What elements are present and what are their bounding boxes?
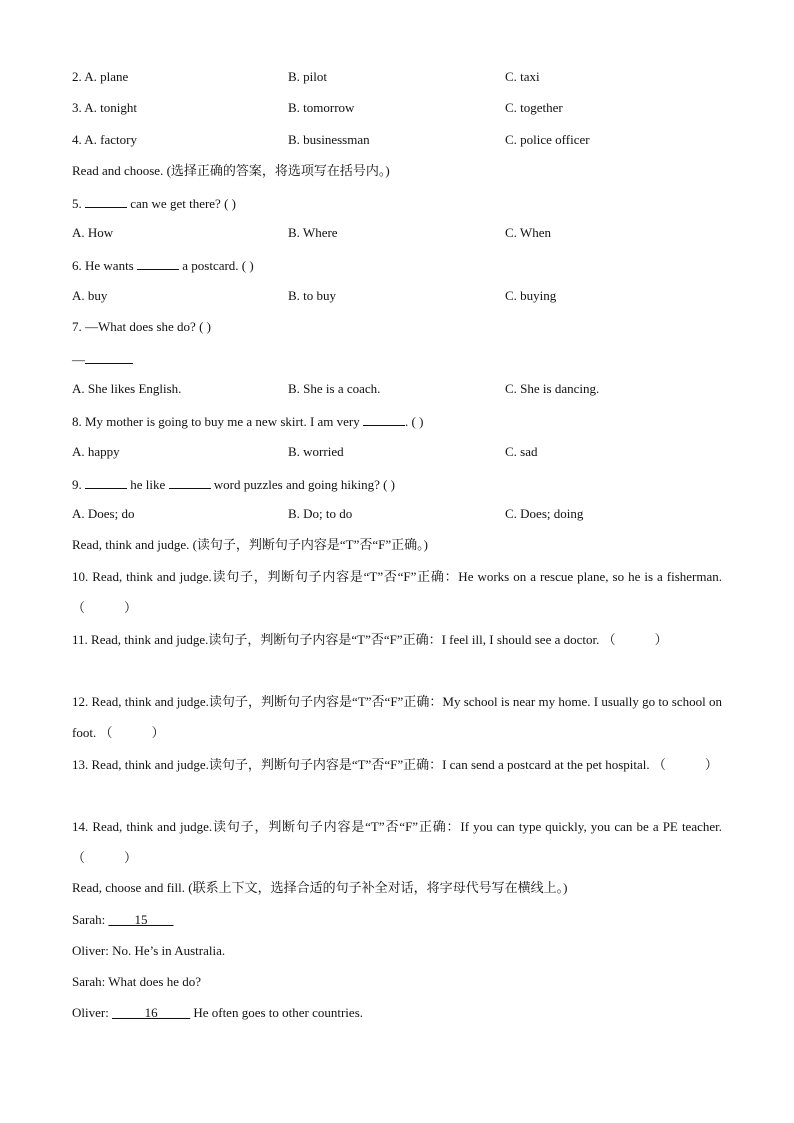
question-7-answer-line: — <box>72 349 722 369</box>
question-6-stem: 6. He wants a postcard. ( ) <box>72 255 722 275</box>
speaker: Sarah: <box>72 912 106 927</box>
option-a: 4. A. factory <box>72 132 137 147</box>
option-c: C. buying <box>505 288 557 303</box>
option-c: C. together <box>505 100 563 115</box>
question-9-stem: 9. he like word puzzles and going hiking? ( ) <box>72 474 722 494</box>
option-a: 2. A. plane <box>72 69 129 84</box>
option-c: C. police officer <box>505 132 590 147</box>
option-c: C. Does; doing <box>505 506 584 521</box>
dialog-line <box>72 1004 722 1022</box>
dialog-text: What does he do? <box>108 974 202 989</box>
option-b: B. Do; to do <box>288 506 353 521</box>
question-8-stem: 8. My mother is going to buy me a new skirt. I am very . ( ) <box>72 411 722 431</box>
option-a: A. Does; do <box>72 506 135 521</box>
option-a: A. How <box>72 225 114 240</box>
option-a: A. happy <box>72 444 120 459</box>
dialog-text: No. He’s in Australia. <box>112 943 226 958</box>
option-b: B. Where <box>288 225 338 240</box>
option-c: C. When <box>505 225 551 240</box>
option-c: C. She is dancing. <box>505 381 600 396</box>
dialog-line <box>72 973 722 991</box>
question-10: 10. Read, think and judge.读句子，判断句子内容是“T”否“F”正确：He works on a rescue plane, so he is a fisherman. （ ） <box>72 569 722 615</box>
dialog-blank: ____15____ <box>108 912 174 927</box>
dialog-line <box>72 942 722 960</box>
option-b: B. businessman <box>288 132 370 147</box>
answer-blank <box>85 349 133 364</box>
speaker: Oliver: <box>72 1005 109 1020</box>
speaker: Oliver: <box>72 943 109 958</box>
dialog-blank: _____16_____ <box>112 1005 191 1020</box>
option-c: C. sad <box>505 444 538 459</box>
question-7-stem: 7. —What does she do? ( ) <box>72 319 211 334</box>
option-b: B. tomorrow <box>288 100 355 115</box>
option-a: A. She likes English. <box>72 381 182 396</box>
answer-blank <box>85 193 127 208</box>
option-a: A. buy <box>72 288 108 303</box>
section-heading-judge: Read, think and judge. (读句子，判断句子内容是“T”否“F”正确。) <box>72 537 428 552</box>
section-heading-choose: Read and choose. (选择正确的答案，将选项写在括号内。) <box>72 163 390 178</box>
answer-blank <box>363 411 405 426</box>
answer-blank <box>169 474 211 489</box>
option-c: C. taxi <box>505 69 540 84</box>
section-heading-fill: Read, choose and fill. (联系上下文，选择合适的句子补全对话，将字母代号写在横线上。) <box>72 880 568 895</box>
option-b: B. to buy <box>288 288 337 303</box>
dialog-line <box>72 911 722 929</box>
question-13: 13. Read, think and judge.读句子，判断句子内容是“T”否“F”正确：I can send a postcard at the pet hospital. （ ） <box>72 757 718 772</box>
option-a: 3. A. tonight <box>72 100 138 115</box>
option-b: B. worried <box>288 444 344 459</box>
dialog-text: He often goes to other countries. <box>193 1005 364 1020</box>
answer-blank <box>137 255 179 270</box>
option-b: B. pilot <box>288 69 328 84</box>
question-14: 14. Read, think and judge.读句子，判断句子内容是“T”否“F”正确：If you can type quickly, you can be a PE teacher. （ ） <box>72 819 722 865</box>
speaker: Sarah: <box>72 974 106 989</box>
question-5-stem: 5. can we get there? ( ) <box>72 193 722 213</box>
question-11: 11. Read, think and judge.读句子，判断句子内容是“T”否“F”正确：I feel ill, I should see a doctor. （ ） <box>72 632 668 647</box>
option-b: B. She is a coach. <box>288 381 381 396</box>
question-12: 12. Read, think and judge.读句子，判断句子内容是“T”否“F”正确：My school is near my home. I usually go to school on foot. （ ） <box>72 694 722 740</box>
answer-blank <box>85 474 127 489</box>
